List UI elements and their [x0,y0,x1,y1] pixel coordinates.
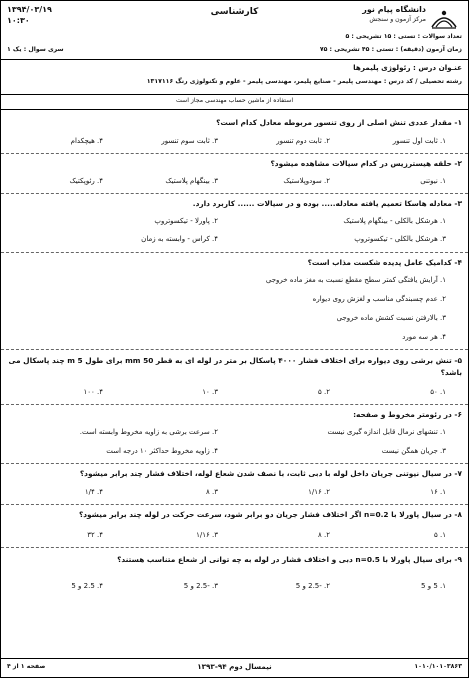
q8-option-3[interactable]: ۳. ۱/۱۶ [196,531,218,539]
divider [1,94,468,95]
divider [1,153,468,154]
exam-time: ۱۰:۳۰ [7,16,30,25]
divider [1,547,468,548]
q7-option-4[interactable]: ۴. ۱/۴ [84,488,103,496]
q3-option-4[interactable]: ۴. کراس - وابسته به زمان [141,235,218,243]
q4-option-1[interactable]: ۱. آرایش یافتگی کمتر سطح مقطع نسبت به مغز ماده خروجی [265,276,446,284]
q9-option-2[interactable]: ۲. -2.5 و 5 [295,582,330,590]
q6-option-4[interactable]: ۴. زاویه مخروط حداکثر ۱۰ درجه است [106,447,218,455]
q8-option-2[interactable]: ۲. ۸ [318,531,330,539]
question-2: ۲- حلقه هیسترزیس در کدام سیالات مشاهده میشود؟ [270,159,462,168]
q5-option-3[interactable]: ۳. ۱۰ [202,388,218,396]
q7-option-2[interactable]: ۲. ۱/۱۶ [308,488,330,496]
q3-option-1[interactable]: ۱. هرشکل بالکلی - بینگهام پلاستیک [343,217,446,225]
exam-date: ۱۳۹۴/۰۳/۱۹ [7,5,52,14]
q1-option-2[interactable]: ۲. ثابت دوم تنسور [276,137,330,145]
divider [1,504,468,505]
q5-option-1[interactable]: ۱. ۵۰ [430,388,446,396]
center-name: مرکز آزمون و سنجش [369,16,426,23]
divider [1,463,468,464]
q8-option-4[interactable]: ۴. ۳۲ [87,531,103,539]
divider [1,404,468,405]
q2-option-4[interactable]: ۴. رئوپکتیک [69,177,103,185]
question-counts: تعداد سوالات : تستی : ۱۵ تشریحی : ۵ [345,33,462,40]
university-logo-icon [430,7,458,31]
q4-option-3[interactable]: ۳. بالارفتن نسبت کشش ماده خروجی [336,314,446,322]
divider [1,109,468,110]
divider [1,252,468,253]
question-8: ۸- در سیال پاورلا با n=0.2 اگر اختلاف فشار جریان دو برابر شود، سرعت حرکت در لوله چند برابر میشود؟ [78,510,462,519]
q6-option-2[interactable]: ۲. سرعت برشی به زاویه مخروط وابسته است. [79,428,218,436]
q5-option-2[interactable]: ۲. ۵ [318,388,330,396]
footer-divider [1,658,468,659]
q7-option-1[interactable]: ۱. ۱۶ [430,488,446,496]
course-title: عنـوان درس : رئولوژی پلیمرها [353,63,462,72]
q1-option-4[interactable]: ۴. هیچکدام [70,137,103,145]
q1-option-1[interactable]: ۱. ثابت اول تنسور [392,137,446,145]
degree-label: کارشناسی [210,7,259,17]
q1-option-3[interactable]: ۳. ثابت سوم تنسور [161,137,218,145]
q6-option-1[interactable]: ۱. تنشهای نرمال قابل اندازه گیری نیست [327,428,446,436]
question-1: ۱- مقدار عددی تنش اصلی از روی تنسور مربوطه معادل کدام است؟ [216,118,462,127]
question-3: ۳- معادله هاسکا تعمیم یافته معادله..... بوده و در سیالات ...... کاربرد دارد. [192,199,462,208]
question-5: ۵- تنش برشی روی دیواره برای اختلاف فشار ۴۰۰۰ پاسکال بر متر در لوله ای به قطر 50 mm برای طول 5 m چند پاسکال می باشد؟ [8,356,462,377]
divider [1,349,468,350]
q4-option-2[interactable]: ۲. عدم چسبندگی مناسب و لغزش روی دیواره [312,295,446,303]
divider [1,193,468,194]
series-label: سری سوال : یک ۱ [7,46,64,53]
q4-option-4[interactable]: ۴. هر سه مورد [402,333,446,341]
field-code: رشته تحصیلی / کد درس : مهندسی پلیمر - صنایع پلیمر، مهندسی پلیمر - علوم و تکنولوژی رنگ ۱۳۱۷۱۱۶ [146,78,462,85]
q2-option-2[interactable]: ۲. سودوپلاستیک [283,177,330,185]
q8-option-1[interactable]: ۱. ۵ [434,531,446,539]
question-4: ۴- کدامیک عامل پدیده شکست مذاب است؟ [307,258,462,267]
q9-option-1[interactable]: ۱. 5 و 5 [421,582,446,590]
q9-option-3[interactable]: ۳. -2.5 و 5 [183,582,218,590]
q7-option-3[interactable]: ۳. ۸ [206,488,218,496]
footer-semester: نیمسال دوم ۹۴-۱۳۹۳ [197,662,272,671]
question-6: ۶- در رئومتر مخروط و صفحه: [353,410,462,419]
q6-option-3[interactable]: ۳. جریان همگن نیست [381,447,446,455]
q9-option-4[interactable]: ۴. 2.5 و 5 [71,582,103,590]
footer-code: ۱۰۱۰/۱۰۱۰۳۸۶۳ [414,663,462,670]
question-9: ۹- برای سیال پاورلا با n=0.5 دبی و اختلاف فشار در لوله به چه توانی از شعاع متناسب هستند؟ [117,555,462,564]
q3-option-2[interactable]: ۲. پاورلا - تیکسوتروپ [154,217,218,225]
exam-header [1,1,468,60]
q5-option-4[interactable]: ۴. ۱۰۰ [83,388,103,396]
q2-option-1[interactable]: ۱. نیوتنی [420,177,446,185]
university-name: دانشگاه پیام نور [362,5,426,14]
q2-option-3[interactable]: ۳. بینگهام پلاستیک [165,177,218,185]
q3-option-3[interactable]: ۳. هرشکل بالکلی - تیکسوتروپ [354,235,446,243]
question-7: ۷- در سیال نیوتنی جریان داخل لوله با دبی ثابت، با نصف شدن شعاع لوله، اختلاف فشار چند برابر میشود؟ [79,469,462,478]
calculator-note: استفاده از ماشین حساب مهندسی مجاز است [175,97,294,104]
footer-page: صفحه ۱ از ۴ [7,663,46,670]
exam-duration: زمان آزمون (دقیقه) : تستی : ۴۵ تشریحی : ۷۵ [319,46,462,53]
